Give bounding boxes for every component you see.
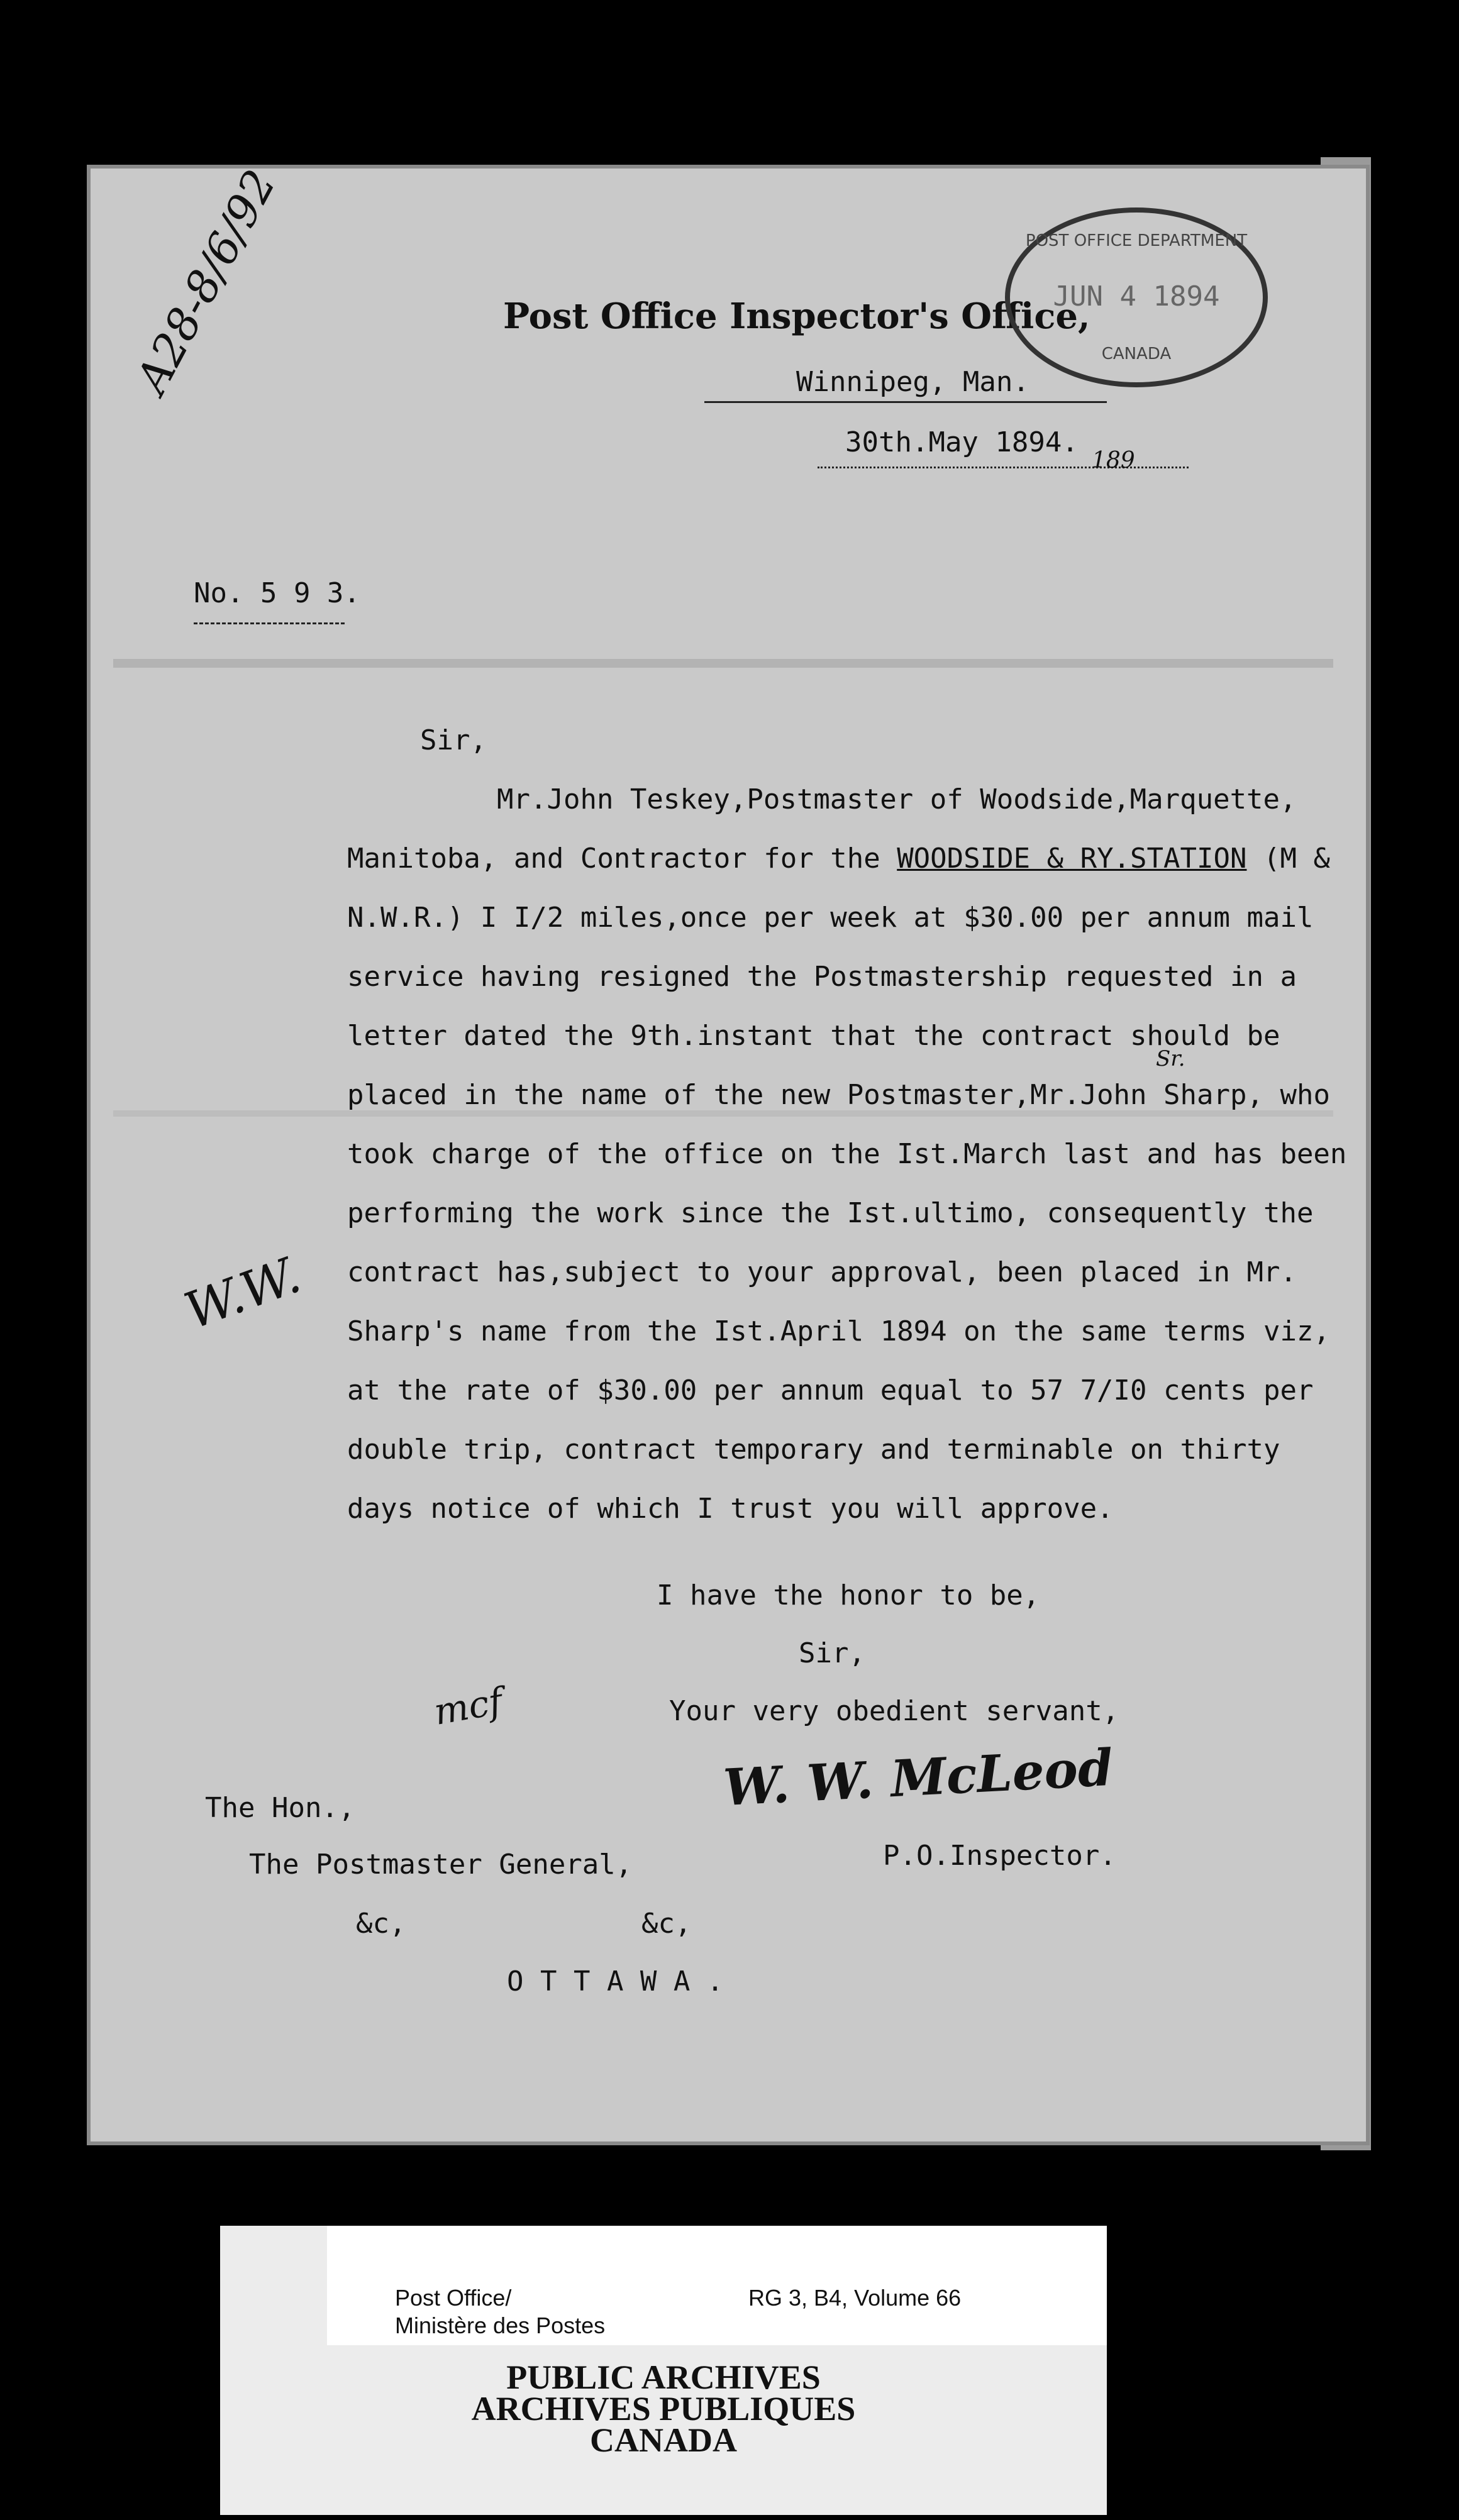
body-line-6-end: who [1280, 1079, 1330, 1111]
body-line-6-text: placed in the name of the new Postmaster,Mr.John Sharp, [347, 1079, 1263, 1111]
body-line-4: service having resigned the Postmastership requested in a [347, 961, 1297, 993]
margin-note: A28-8/6/92 [126, 161, 286, 402]
received-stamp [1005, 207, 1268, 387]
signature: W. W. McLeod [721, 1737, 1114, 1818]
archive-reference: RG 3, B4, Volume 66 [748, 2285, 962, 2311]
addressee-line-3b: &c, [641, 1908, 692, 1940]
date-template: 189 [1092, 448, 1135, 473]
closing-servant: Your very obedient servant, [669, 1695, 1119, 1727]
letter-date: 30th.May 1894. [845, 426, 1079, 458]
insertion-note: Sr. [1156, 1046, 1185, 1071]
addressee-line-4: O T T A W A . [507, 1965, 724, 1998]
fold-line [113, 659, 1333, 668]
margin-initials: W.W. [177, 1245, 308, 1341]
body-line-2-text: Manitoba, and Contractor for the [347, 843, 880, 875]
body-line-2 [347, 843, 1330, 875]
fold-line-lower [113, 1110, 1333, 1117]
body-line-5: letter dated the 9th.instant that the contract should be [347, 1020, 1280, 1052]
closing-sir: Sir, [799, 1637, 865, 1669]
clerk-initials: mcf [430, 1679, 506, 1733]
salutation: Sir, [420, 724, 487, 756]
fonds-line-2: Ministère des Postes [395, 2313, 606, 2338]
body-line-13: days notice of which I trust you will approve. [347, 1493, 1114, 1525]
body-line-12: double trip, contract temporary and terminable on thirty [347, 1434, 1280, 1466]
number-rule [194, 622, 345, 624]
body-line-3: N.W.R.) I I/2 miles,once per week at $30.00 per annum mail [347, 902, 1314, 934]
addressee-line-1: The Hon., [205, 1792, 355, 1824]
body-line-7: took charge of the office on the Ist.March last and has been [347, 1138, 1347, 1170]
fonds-line-1: Post Office/ [395, 2285, 512, 2311]
route-suffix: (M & [1263, 843, 1330, 875]
signer-title: P.O.Inspector. [883, 1840, 1116, 1872]
place-rule [704, 401, 1107, 403]
repository-line-3: CANADA [590, 2421, 737, 2459]
repository-line-2: ARCHIVES PUBLIQUES [471, 2390, 856, 2428]
stamp-top: POST OFFICE DEPARTMENT [1025, 231, 1248, 250]
body-line-10: Sharp's name from the Ist.April 1894 on the same terms viz, [347, 1315, 1330, 1347]
body-line-8: performing the work since the Ist.ultimo, consequently the [347, 1197, 1314, 1229]
body-line-11: at the rate of $30.00 per annum equal to 57 7/I0 cents per [347, 1374, 1314, 1406]
body-line-9: contract has,subject to your approval, been placed in Mr. [347, 1256, 1297, 1288]
place: Winnipeg, Man. [796, 366, 1029, 398]
stamp-bottom: CANADA [1101, 345, 1172, 363]
route-name: WOODSIDE & RY.STATION [897, 843, 1247, 875]
letterhead: Post Office Inspector's Office, [503, 296, 1090, 337]
body-line-6 [347, 1079, 1330, 1111]
reference-number: No. 5 9 3. [194, 577, 360, 609]
addressee-line-3a: &c, [356, 1908, 406, 1940]
stamp-date: JUN 4 1894 [1053, 280, 1220, 312]
body-line-1: Mr.John Teskey,Postmaster of Woodside,Marquette, [497, 783, 1297, 815]
archive-label [220, 2226, 1107, 2515]
repository-line-1: PUBLIC ARCHIVES [506, 2358, 821, 2396]
addressee-line-2: The Postmaster General, [249, 1849, 633, 1881]
closing-honor: I have the honor to be, [657, 1579, 1040, 1611]
